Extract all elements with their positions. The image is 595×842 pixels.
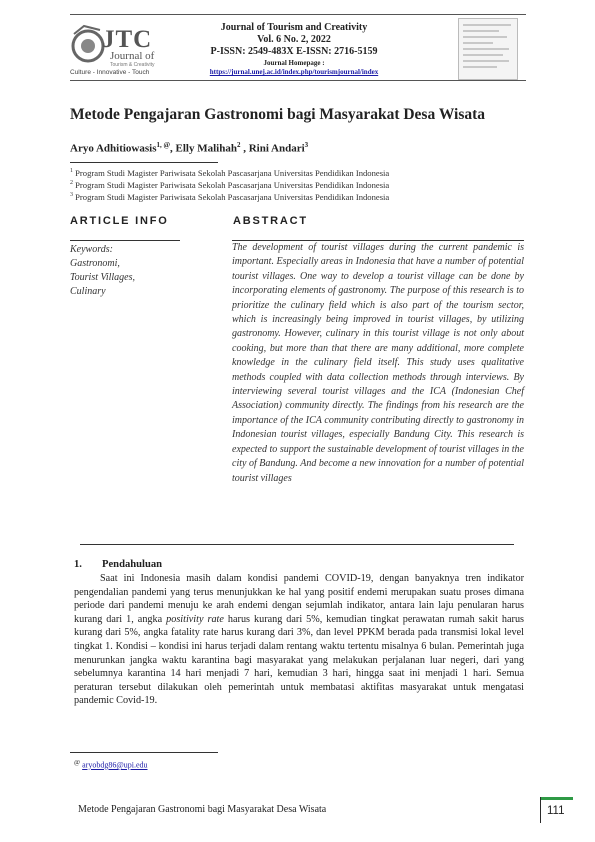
homepage-link[interactable]: https://jurnal.unej.ac.id/index.php/tourismjournal/index	[209, 68, 379, 76]
journal-cover-thumbnail	[458, 18, 518, 80]
logo-text: JTC	[102, 26, 153, 53]
page-accent-bar	[541, 797, 573, 800]
article-info-rule	[70, 240, 180, 241]
article-title: Metode Pengajaran Gastronomi bagi Masyarakat Desa Wisata	[70, 106, 486, 123]
section-number: 1.	[74, 559, 82, 570]
article-info-heading: ARTICLE INFO	[70, 215, 169, 227]
author-1: Aryo Adhitiowasis	[70, 142, 157, 155]
abstract-end-rule	[80, 544, 514, 545]
journal-volume: Vol. 6 No. 2, 2022	[257, 34, 331, 45]
logo-tagline: Culture - Innovative - Touch	[70, 69, 150, 76]
author-email-link[interactable]: aryobdg86@upi.edu	[82, 760, 148, 770]
page-number: 111	[547, 805, 565, 817]
section-title: Pendahuluan	[102, 559, 163, 570]
section-heading	[74, 559, 162, 570]
author-rule	[70, 162, 218, 163]
keywords-block	[70, 243, 190, 299]
keyword-item: Tourist Villages,	[70, 272, 136, 283]
footnote	[74, 759, 148, 770]
journal-info	[186, 22, 402, 77]
journal-issn: P-ISSN: 2549-483X E-ISSN: 2716-5159	[210, 46, 378, 57]
page-number-box	[540, 797, 573, 823]
running-footer: Metode Pengajaran Gastronomi bagi Masyarakat Desa Wisata	[78, 804, 327, 815]
author-2-affil: 2	[236, 141, 241, 149]
italic-term: positivity rate	[166, 613, 224, 625]
affiliation-2: $^2$ Program Studi Magister Pariwisata Sekolah Pascasarjana Universitas Pendidikan Indonesia	[70, 180, 390, 190]
section-body-paragraph: Saat ini Indonesia masih dalam kondisi pandemi COVID-19, dengan banyaknya tren indikator pengendalian pandemi yang terus menunjukkan ke hal yang positif endemi merupakan suatu proses dimana periode dari pandemi menuju ke arah endemi dengan sejumlah indikator, antara lain laju penularan harus kurang dari 1, angka positivity rate harus kurang dari 5%, kemudian tingkat perawatan rumah sakit harus kurang dari 5%, angka fatality rate harus kurang dari 3%, dan level PPKM berada pada transmisi lokal level tingkat 1. Kondisi – kondisi ini harus terjadi dalam rentang waktu tertentu misalnya 6 bulan. Pemerintah juga menurunkan jangka waktu karantina bagi masyarakat yang melakukan perjalanan luar negeri, dari yang sebelumnya karantina 14 hari menjadi 7 hari, kemudian 3 hari, hingga saat ini menjadi 1 hari. Semua peraturan tersebut dilakukan oleh pemerintah untuk membatasi aktifitas masyarakat untuk mengatasi pandemic Covid-19.	[74, 573, 525, 707]
homepage-label: Journal Homepage :	[263, 59, 325, 67]
footnote-rule	[70, 752, 218, 753]
author-2: , Elly Malihah	[170, 142, 237, 155]
author-list	[70, 141, 308, 155]
logo-subtitle: Journal of	[110, 50, 155, 62]
author-3-affil: 3	[304, 141, 309, 149]
affiliation-1: $^1$ Program Studi Magister Pariwisata Sekolah Pascasarjana Universitas Pendidikan Indonesia	[70, 168, 390, 178]
author-3: , Rini Andari	[240, 142, 305, 155]
logo-subtitle-small: Tourism & Creativity	[110, 62, 155, 68]
footnote-symbol: @	[74, 759, 81, 766]
header-top-rule	[70, 14, 526, 15]
journal-logo	[70, 22, 174, 78]
keyword-item: Culinary	[70, 286, 106, 297]
author-1-affil: 1, @	[156, 141, 171, 149]
keywords-label: Keywords:	[70, 244, 113, 255]
affiliation-3: $^3$ Program Studi Magister Pariwisata Sekolah Pascasarjana Universitas Pendidikan Indonesia	[70, 192, 390, 202]
journal-name: Journal of Tourism and Creativity	[220, 22, 368, 33]
keyword-item: Gastronomi,	[70, 258, 120, 269]
abstract-heading: ABSTRACT	[233, 215, 308, 227]
header-bottom-rule	[70, 80, 526, 81]
abstract-text: The development of tourist villages during the current pandemic is important. Especially areas in Indonesia that have a number of potential tourist villages. One way to develop a tourist village can be done by incorporating elements of gastronomy. The purpose of this research is to prioritize the culinary field which is also part of the tourism sector, which is increasingly being improved in tourist villages, by utilizing gastronomy. However, culinary in this tourist village is not only about cooking, but more than that there are many additional, more complete knowledge in the culinary field itself. This study uses qualitative methods coupled with data collection methods through interviews. By interviewing several tourist villages and the ICA (Indonesian Chef Association) community directly. The findings from his research are the importance of the ICA community contributing directly to gastronomy in Indonesian tourist villages, especially Bandung City. This research is expected to support the sustainable development of tourist villages in the city of Bandung. And become a new innovation for a number of potential tourist villages	[232, 242, 524, 484]
